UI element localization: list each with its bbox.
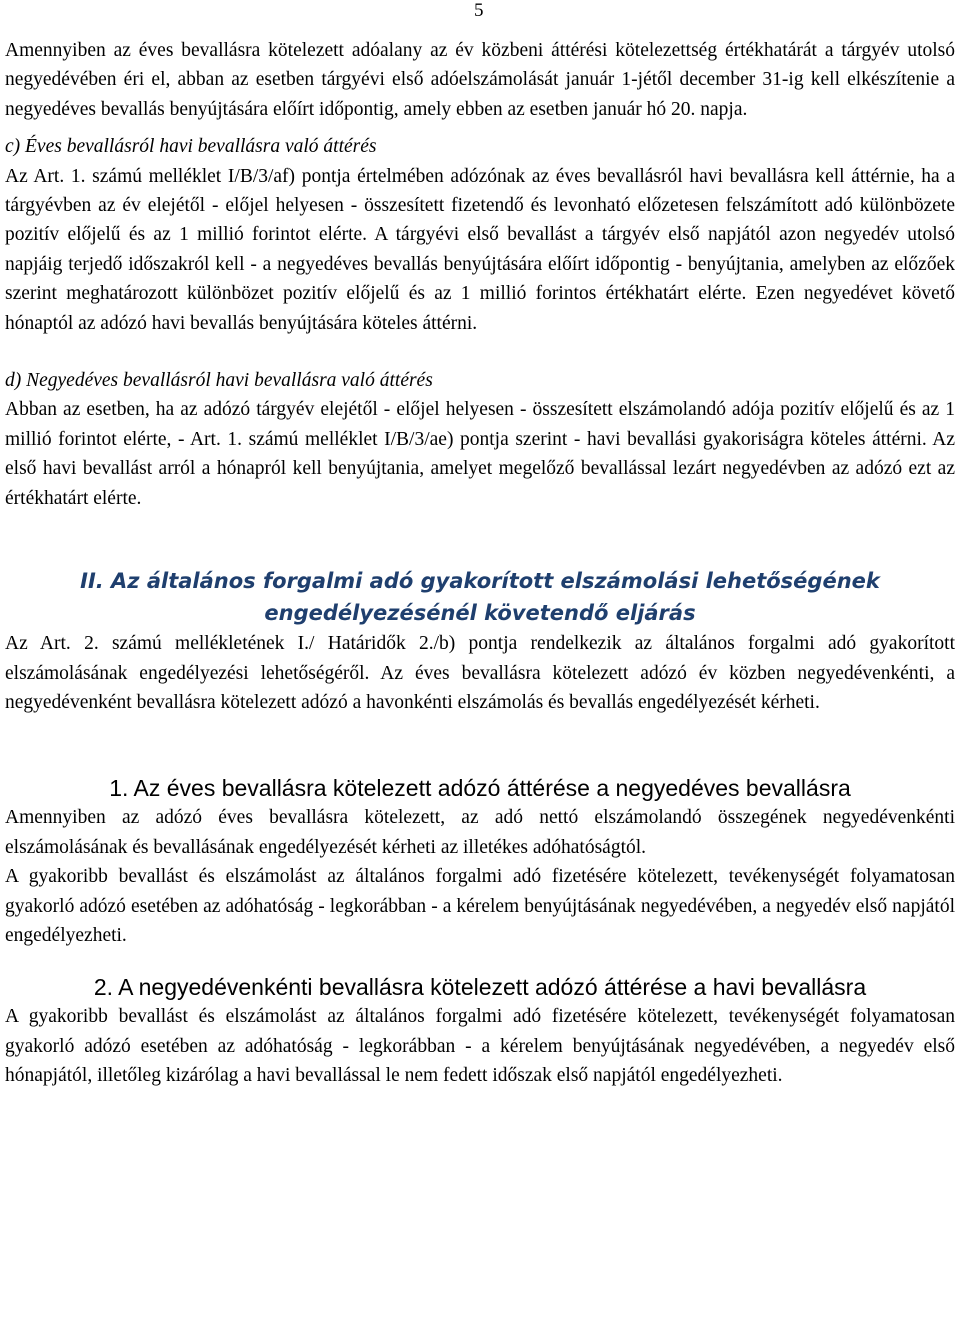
paragraph-quarterly-to-monthly: Abban az esetben, ha az adózó tárgyév elejétől - előjel helyesen - összesített elszámolandó adója pozitív előjelű és az 1 millió forintot elérte, - Art. 1. számú melléklet I/B/3/ae) pontja szerint - havi bevallási gyakoriságra köteles áttérni. Az első havi bevallást arról a hónapról kell benyújtania, amelyet megelőző bevallással lezárt negyedévben az adózó ezt az értékhatárt elérte.	[5, 399, 955, 509]
paragraph-quarter-approval: A gyakoribb bevallást és elszámolást az általános forgalmi adó fizetésére kötelezett, tevékenységét folyamatosan gyakorló adózó esetében az adóhatóság - legkorábban - a kérelem benyújtásának negyedévében, a negyedév első napjától engedélyezheti.	[5, 866, 955, 946]
subheading-d: d) Negyedéves bevallásról havi bevallásra való áttérés	[5, 370, 433, 392]
paragraph-annual-request: Amennyiben az adózó éves bevallásra kötelezett, az adó nettó elszámolandó összegének negyedévenkénti elszámolásának és bevallásának engedélyezését kérheti az illetékes adóhatóságtól.	[5, 807, 955, 858]
paragraph-annual-to-monthly: Az Art. 1. számú melléklet I/B/3/af) pontja értelmében adózónak az éves bevallásról havi bevallásra kell áttérnie, ha a tárgyévben az év elejétől - előjel helyesen - összesített fizetendő és levonható előzetesen felszámított adó különbözete pozitív előjelű és az 1 millió forintot elérte. A tárgyévi első bevallást a tárgyév első napjától azon negyedév utolsó napjáig terjedő időszakról kell - a negyedéves bevallás benyújtására előírt időpontig - benyújtania, amelyben az előzőek szerint meghatározott különbözet pozitív előjelű és az 1 millió forintos értékhatárt elérte. Ezen negyedévet követő hónaptól az adózó havi bevallás benyújtására köteles áttérni.	[5, 165, 955, 334]
section-title-line-1: II. Az általános forgalmi adó gyakorított elszámolási lehetőségének	[80, 569, 880, 594]
section-title	[5, 565, 955, 629]
page-number: 5	[474, 0, 484, 21]
paragraph-annual-threshold: Amennyiben az éves bevallásra kötelezett adóalany az év közbeni áttérési kötelezettség értékhatárát a tárgyév utolsó negyedévében éri el, abban az esetben tárgyévi első adóelszámolását január 1-jétől december 31-ig kell elkészítenie a negyedéves bevallás benyújtására előírt időpontig, amely ebben az esetben január hó 20. napja.	[5, 40, 955, 120]
paragraph-section-intro: Az Art. 2. számú mellékletének I./ Határidők 2./b) pontja rendelkezik az általános forgalmi adó gyakorított elszámolásának engedélyezési lehetőségéről. Az éves bevallásra kötelezett adózó év közben negyedévenkénti, a negyedévenként bevallásra kötelezett adózó a havonkénti elszámolás és bevallás engedélyezését kérheti.	[5, 633, 955, 713]
paragraph-month-approval: A gyakoribb bevallást és elszámolást az általános forgalmi adó fizetésére kötelezett, tevékenységét folyamatosan gyakorló adózó esetében az adóhatóság - legkorábban - a kérelem benyújtásának negyedévében, a negyedév első hónapjától, illetőleg kizárólag a havi bevallással le nem fedett időszak első napjától engedélyezheti.	[5, 1006, 955, 1087]
heading-2: 2. A negyedévenkénti bevallásra kötelezett adózó áttérése a havi bevallásra	[93, 974, 867, 1001]
heading-1: 1. Az éves bevallásra kötelezett adózó áttérése a negyedéves bevallásra	[109, 775, 851, 802]
section-title-line-2: engedélyezésénél követendő eljárás	[264, 601, 696, 626]
subheading-c: c) Éves bevallásról havi bevallásra való áttérés	[5, 136, 377, 158]
document-body	[5, 36, 955, 1091]
